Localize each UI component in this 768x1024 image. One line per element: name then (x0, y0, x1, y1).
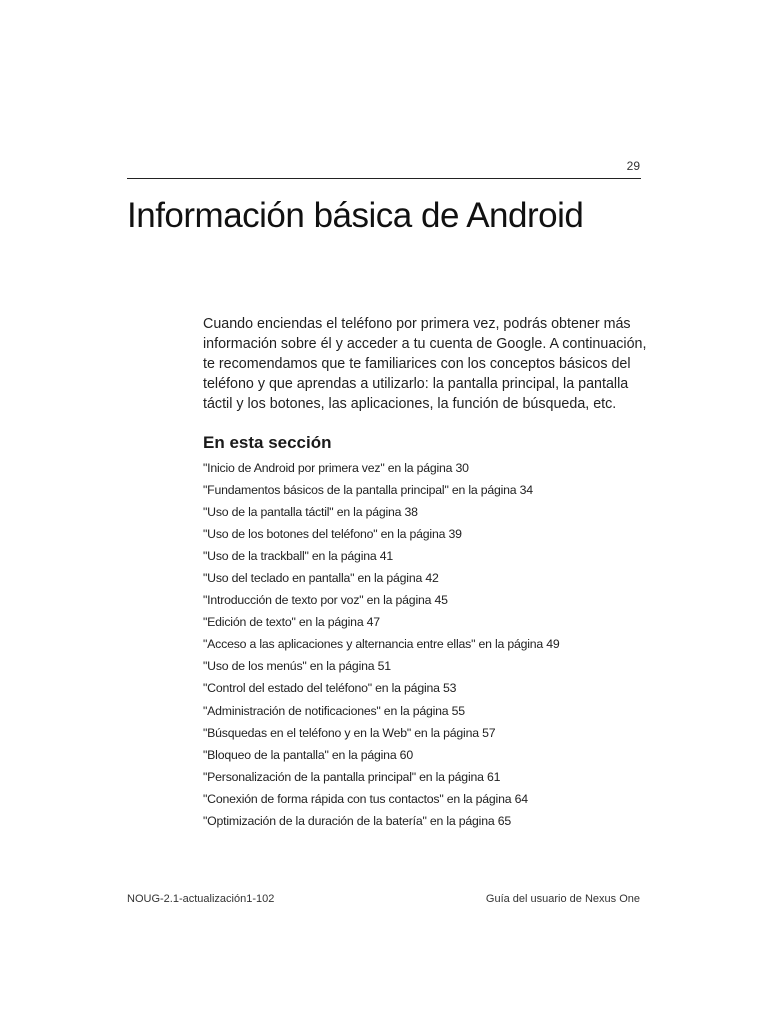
toc-item[interactable]: "Administración de notificaciones" en la página 55 (203, 703, 465, 718)
intro-paragraph: Cuando enciendas el teléfono por primera vez, podrás obtener más información sobre él y acceder a tu cuenta de Google. A continuación, te recomendamos que te familiarices con los conceptos básicos del teléfono y que aprendas a utilizarlo: la pantalla principal, la pantalla táctil y los botones, las aplicaciones, la función de búsqueda, etc. (203, 316, 647, 412)
toc-item[interactable]: "Acceso a las aplicaciones y alternancia entre ellas" en la página 49 (203, 637, 560, 652)
page-number: 29 (626, 159, 640, 173)
toc-item[interactable]: "Búsquedas en el teléfono y en la Web" en la página 57 (203, 725, 496, 740)
toc-item[interactable]: "Inicio de Android por primera vez" en la página 30 (203, 461, 469, 475)
chapter-title: Información básica de Android (127, 196, 584, 235)
footer-document-code: NOUG-2.1-actualización1-102 (127, 893, 275, 905)
toc-item[interactable]: "Introducción de texto por voz" en la página 45 (203, 593, 448, 608)
toc-item[interactable]: "Uso del teclado en pantalla" en la página 42 (203, 571, 439, 586)
section-heading: En esta sección (203, 433, 332, 452)
toc-item[interactable]: "Uso de la trackball" en la página 41 (203, 549, 394, 564)
header-rule (127, 178, 641, 179)
toc-item[interactable]: "Control del estado del teléfono" en la página 53 (203, 681, 457, 696)
toc-item[interactable]: "Fundamentos básicos de la pantalla principal" en la página 34 (203, 483, 533, 498)
toc-item[interactable]: "Uso de los menús" en la página 51 (203, 659, 391, 674)
toc-item[interactable]: "Conexión de forma rápida con tus contactos" en la página 64 (203, 791, 528, 806)
toc-item[interactable]: "Uso de los botones del teléfono" en la página 39 (203, 527, 462, 542)
toc-item[interactable]: "Personalización de la pantalla principal" en la página 61 (203, 769, 501, 784)
toc-item[interactable]: "Optimización de la duración de la batería" en la página 65 (203, 813, 511, 828)
toc-item[interactable]: "Edición de texto" en la página 47 (203, 615, 380, 630)
toc-item[interactable]: "Uso de la pantalla táctil" en la página 38 (203, 505, 418, 520)
footer-guide-title: Guía del usuario de Nexus One (485, 893, 640, 905)
section-toc-list (203, 460, 643, 835)
toc-item[interactable]: "Bloqueo de la pantalla" en la página 60 (203, 747, 413, 762)
